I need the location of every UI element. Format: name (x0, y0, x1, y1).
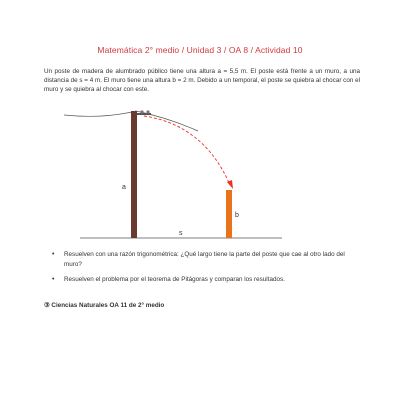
bullet-icon: • (52, 251, 55, 258)
task-list (50, 250, 350, 291)
pole-wall-figure (44, 100, 360, 245)
label-a: a (122, 184, 126, 191)
list-item (50, 275, 350, 285)
task-text: Resuelven el problema por el teorema de Pitágoras y comparan los resultados. (64, 276, 285, 283)
label-s: s (179, 230, 183, 237)
problem-statement: Un poste de madera de alumbrado público tiene una altura a = 5,5 m. El poste está frente a un muro, a una distancia de s = 4 m. El muro tiene una altura b = 2 m. Debido a un temporal, el poste se quiebra al chocar con el muro y se quiebra al chocar con este. (44, 68, 360, 93)
list-item (50, 250, 350, 269)
insulator (146, 110, 149, 113)
wall (226, 190, 232, 238)
insulator (140, 110, 143, 113)
cross-reference: ③ Ciencias Naturales OA 11 de 2° medio (44, 302, 165, 309)
page-title: Matemática 2° medio / Unidad 3 / OA 8 / Actividad 10 (97, 45, 303, 55)
pole (131, 111, 137, 238)
bullet-icon: • (52, 276, 55, 283)
task-text: Resuelven con una razón trigonométrica: ¿Qué largo tiene la parte del poste que cae al otro lado del muro? (64, 251, 345, 268)
label-b: b (235, 212, 239, 219)
